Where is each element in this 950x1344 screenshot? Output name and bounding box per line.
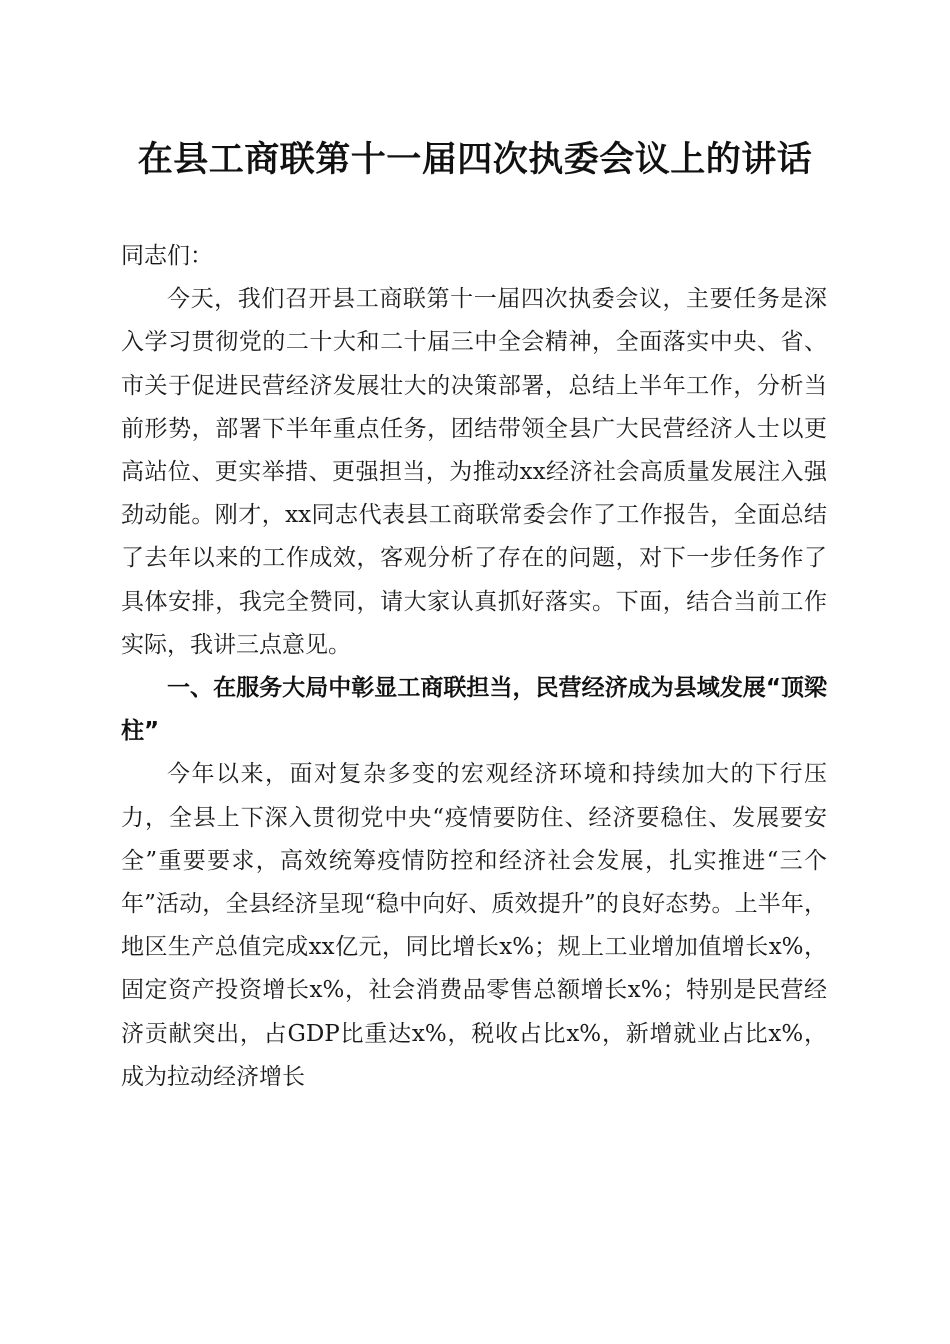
salutation: 同志们： [121, 243, 213, 269]
paragraph-section-1: 今年以来，面对复杂多变的宏观经济环境和持续加大的下行压力，全县上下深入贯彻党中央“疫情要防住、经济要稳住、发展要安全”重要要求，高效统筹疫情防控和经济社会发展，扎实推进“三个年”活动，全县经济呈现“稳中向好、质效提升”的良好态势。上半年，地区生产总值完成xx亿元，同比增长x%；规上工业增加值增长x%，固定资产投资增长x%，社会消费品零售总额增长x%；特别是民营经济贡献突出，占GDP比重达x%，税收占比x%，新增就业占比x%，成为拉动经济增长 [121, 761, 827, 1090]
document-body [121, 235, 827, 1099]
document-title: 在县工商联第十一届四次执委会议上的讲话 [137, 139, 813, 180]
paragraph-intro: 今天，我们召开县工商联第十一届四次执委会议，主要任务是深入学习贯彻党的二十大和二十届三中全会精神，全面落实中央、省、市关于促进民营经济发展壮大的决策部署，总结上半年工作，分析当前形势，部署下半年重点任务，团结带领全县广大民营经济人士以更高站位、更实举措、更强担当，为推动xx经济社会高质量发展注入强劲动能。刚才，xx同志代表县工商联常委会作了工作报告，全面总结了去年以来的工作成效，客观分析了存在的问题，对下一步任务作了具体安排，我完全赞同，请大家认真抓好落实。下面，结合当前工作实际，我讲三点意见。 [121, 286, 827, 658]
section-heading-1: 一、在服务大局中彰显工商联担当，民营经济成为县域发展“顶梁柱” [121, 675, 827, 745]
